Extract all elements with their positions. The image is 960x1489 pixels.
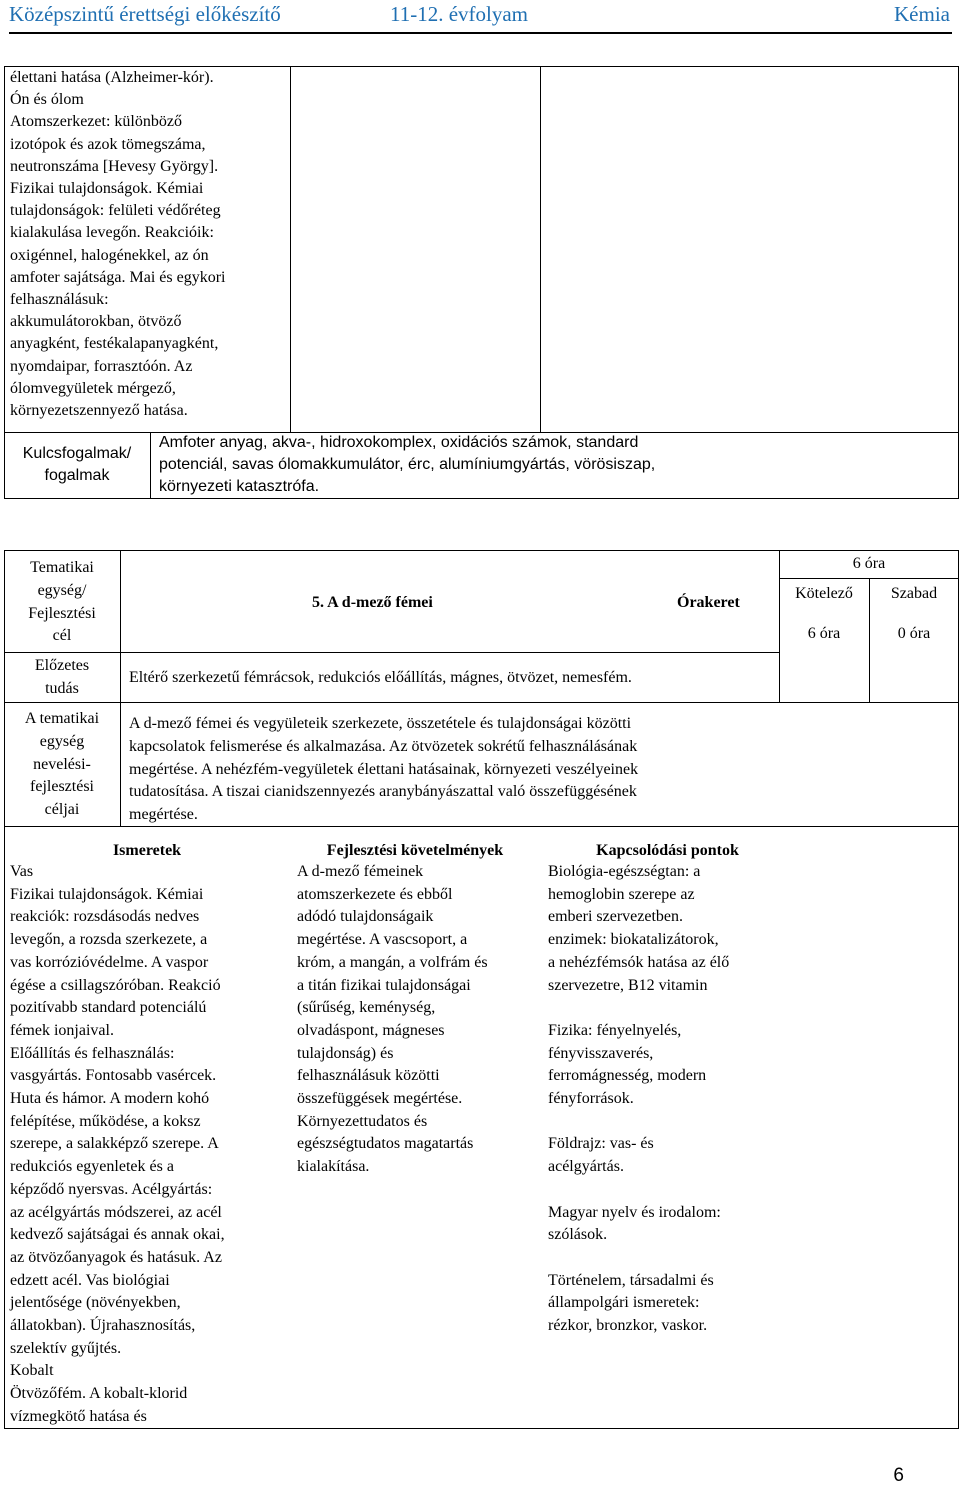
ismeretek-line: vasgyártás. Fontosabb vasércek. bbox=[10, 1067, 217, 1085]
continued-line: akkumulátorokban, ötvöző bbox=[10, 313, 182, 331]
kovetelmeny-line: egészségtudatos magatartás bbox=[297, 1135, 474, 1153]
kapcsolodas-line: ferromágnesség, modern bbox=[548, 1067, 707, 1085]
fejlesztesi-kovetelmenyek-header: Fejlesztési követelmények bbox=[326, 842, 504, 859]
kapcsolodas-line: enzimek: biokatalizátorok, bbox=[548, 931, 719, 949]
ismeretek-line: felépítése, működése, a koksz bbox=[10, 1112, 201, 1130]
celjai-line: egység bbox=[39, 732, 85, 750]
kapcsolodas-line: szervezetre, B12 vitamin bbox=[548, 976, 708, 994]
kapcsolodas-line: a nehézfémsók hatása az élő bbox=[548, 953, 730, 971]
ismeretek-line: égése a csillagszóróban. Reakció bbox=[10, 976, 221, 994]
elozetes-tudas-label bbox=[4, 655, 120, 701]
ismeretek-header: Ismeretek bbox=[112, 842, 182, 859]
continued-line: környezetszennyező hatása. bbox=[10, 402, 188, 420]
kapcsolodas-line: szólások. bbox=[548, 1226, 608, 1244]
kovetelmeny-line: króm, a mangán, a volfrám és bbox=[297, 953, 488, 971]
unit-table-border-top bbox=[4, 550, 959, 551]
continued-line: izotópok és azok tömegszáma, bbox=[10, 135, 206, 153]
ismeretek-line: reakciók: rozsdásodás nedves bbox=[10, 908, 200, 926]
tematikai-line: Fejlesztési bbox=[28, 604, 96, 622]
celjai-text-line: A d-mező fémei és vegyületeik szerkezete, összetétele és tulajdonságai közötti bbox=[129, 715, 632, 732]
celjai-line: nevelési- bbox=[33, 755, 91, 773]
ismeretek-line: Huta és hámor. A modern kohó bbox=[10, 1090, 210, 1108]
kovetelmeny-line: olvadáspont, mágneses bbox=[297, 1021, 445, 1039]
continued-line: felhasználásuk: bbox=[10, 291, 109, 309]
elozetes-line: Előzetes bbox=[34, 657, 90, 674]
celjai-line: céljai bbox=[44, 801, 80, 819]
kapcsolodas-line: hemoglobin szerepe az bbox=[548, 885, 695, 903]
tematikai-line: Tematikai bbox=[30, 559, 94, 576]
kapcsolodas-line: rézkor, bronzkor, vaskor. bbox=[548, 1317, 708, 1335]
unit-table-label-divider bbox=[120, 550, 121, 826]
ismeretek-line: redukciós egyenletek és a bbox=[10, 1158, 174, 1176]
elozetes-line: tudás bbox=[45, 679, 79, 697]
kapcsolodas-line: Magyar nyelv és irodalom: bbox=[548, 1203, 721, 1221]
ismeretek-line: vas korrózióvédelme. A vaspor bbox=[10, 953, 209, 971]
celjai-label bbox=[4, 708, 120, 822]
continued-line: Fizikai tulajdonságok. Kémiai bbox=[10, 180, 204, 198]
orakeret-label: Órakeret bbox=[677, 594, 740, 611]
continued-line: ólomvegyületek mérgező, bbox=[10, 379, 176, 397]
kovetelmeny-line: adódó tulajdonságaik bbox=[297, 908, 434, 926]
ismeretek-line: az acélgyártás módszerei, az acél bbox=[10, 1203, 222, 1221]
page-header bbox=[9, 0, 952, 34]
top-table-border-left bbox=[4, 66, 5, 499]
szabad-label: Szabad bbox=[890, 585, 938, 602]
continued-line: Atomszerkezet: különböző bbox=[10, 113, 182, 131]
ismeretek-line: jelentősége (növényekben, bbox=[10, 1294, 181, 1312]
kovetelmeny-line: felhasználásuk közötti bbox=[297, 1067, 440, 1085]
ismeretek-line: fémek ionjaival. bbox=[10, 1021, 114, 1039]
ismeretek-line: Vas bbox=[10, 863, 34, 880]
ismeretek-line: edzett acél. Vas biológiai bbox=[10, 1271, 170, 1289]
header-grade: 11-12. évfolyam bbox=[390, 2, 529, 26]
kovetelmeny-line: összefüggések megértése. bbox=[297, 1090, 463, 1108]
header-subject: Kémia bbox=[894, 2, 950, 26]
kovetelmeny-line: a titán fizikai tulajdonságai bbox=[297, 976, 471, 994]
celjai-line: fejlesztési bbox=[30, 778, 94, 796]
kulcsfogalmak-label-line1: Kulcsfogalmak/ bbox=[22, 445, 132, 462]
ismeretek-line: szerepe, a salakképző szerepe. A bbox=[10, 1135, 219, 1153]
unit-title: 5. A d-mező fémei bbox=[312, 594, 433, 611]
tematikai-line: egység/ bbox=[37, 581, 87, 599]
kulcs-line: Amfoter anyag, akva-, hidroxokomplex, oxidációs számok, standard bbox=[159, 434, 639, 451]
ismeretek-column bbox=[10, 861, 288, 1429]
kovetelmeny-line: kialakítása. bbox=[297, 1158, 370, 1176]
kotelezo-label: Kötelező bbox=[795, 585, 853, 602]
celjai-text-line: tudatosítása. A tiszai cianidszennyezés aranybányászattal való összefüggésének bbox=[129, 783, 637, 801]
top-table-divider-1 bbox=[290, 66, 291, 432]
kulcs-line: környezeti katasztrófa. bbox=[159, 478, 320, 496]
ismeretek-line: vízmegkötő hatása és bbox=[10, 1407, 147, 1425]
ismeretek-line: levegőn, a rozsda szerkezete, a bbox=[10, 931, 208, 949]
ismeretek-line: kedvező sajátságai és annak okai, bbox=[10, 1226, 225, 1244]
celjai-line: A tematikai bbox=[24, 710, 100, 727]
kulcsfogalmak-text bbox=[159, 432, 955, 499]
unit-table-row-1-line bbox=[4, 652, 779, 653]
kulcsfogalmak-label bbox=[4, 443, 150, 487]
continued-line: amfoter sajátsága. Mai és egykori bbox=[10, 268, 226, 286]
szabad-hours: 0 óra bbox=[897, 625, 931, 642]
ismeretek-line: állatokban). Újrahasznosítás, bbox=[10, 1317, 196, 1335]
ismeretek-line: Előállítás és felhasználás: bbox=[10, 1044, 175, 1062]
celjai-text-line: kapcsolatok felismerése és alkalmazása. Az ötvözetek sokrétű felhasználásának bbox=[129, 737, 638, 755]
header-left-title: Középszintű érettségi előkészítő bbox=[9, 2, 281, 26]
kovetelmeny-line: A d-mező fémeinek bbox=[297, 863, 424, 880]
kovetelmeny-line: (sűrűség, keménység, bbox=[297, 999, 436, 1017]
continued-line: neutronszáma [Hevesy György]. bbox=[10, 157, 219, 175]
elozetes-tudas-text: Eltérő szerkezetű fémrácsok, redukciós előállítás, mágnes, ötvözet, nemesfém. bbox=[129, 669, 632, 686]
kapcsolodas-line bbox=[548, 1247, 953, 1270]
kotelezo-hours: 6 óra bbox=[807, 625, 841, 642]
continued-line: oxigénnel, halogénekkel, az ón bbox=[10, 246, 209, 264]
kulcs-divider bbox=[150, 432, 151, 499]
page-number: 6 bbox=[893, 1465, 904, 1486]
kapcsolodas-line: acélgyártás. bbox=[548, 1158, 624, 1176]
kapcsolodas-line bbox=[548, 997, 953, 1020]
tematikai-line: cél bbox=[52, 627, 72, 645]
hours-total: 6 óra bbox=[852, 555, 886, 572]
kapcsolodas-line: Földrajz: vas- és bbox=[548, 1135, 654, 1153]
kapcsolodas-line bbox=[548, 1179, 953, 1202]
continued-line: nyomdaipar, forrasztóón. Az bbox=[10, 357, 193, 375]
continued-line: Ón és ólom bbox=[10, 91, 84, 109]
continued-line: tulajdonságok: felületi védőréteg bbox=[10, 202, 221, 220]
continued-content bbox=[10, 67, 288, 422]
ismeretek-line: Fizikai tulajdonságok. Kémiai bbox=[10, 885, 204, 903]
fejlesztesi-kovetelmenyek-column bbox=[297, 861, 538, 1179]
kulcs-line: potenciál, savas ólomakkumulátor, érc, alumíniumgyártás, vörösiszap, bbox=[159, 456, 656, 474]
top-table-divider-2 bbox=[540, 66, 541, 432]
unit-table-row-2-line bbox=[4, 702, 959, 703]
ismeretek-line: pozitívabb standard potenciálú bbox=[10, 999, 207, 1017]
kapcsolodasi-pontok-header: Kapcsolódási pontok bbox=[596, 842, 739, 859]
kapcsolodas-line: fényvisszaverés, bbox=[548, 1044, 654, 1062]
ismeretek-line: képződő nyersvas. Acélgyártás: bbox=[10, 1180, 213, 1198]
continued-line: anyagként, festékalapanyagként, bbox=[10, 335, 219, 353]
ismeretek-line: Ötvözőfém. A kobalt-klorid bbox=[10, 1385, 188, 1403]
kovetelmeny-line: megértése. A vascsoport, a bbox=[297, 931, 468, 949]
top-table-border-right bbox=[958, 66, 959, 499]
continued-line: élettani hatása (Alzheimer-kór). bbox=[10, 69, 214, 86]
kapcsolodasi-pontok-column bbox=[548, 861, 953, 1338]
ismeretek-line: szelektív gyűjtés. bbox=[10, 1339, 122, 1357]
kovetelmeny-line: tulajdonság) és bbox=[297, 1044, 394, 1062]
kapcsolodas-line bbox=[548, 1111, 953, 1134]
ismeretek-line: az ötvözőanyagok és hatásuk. Az bbox=[10, 1248, 222, 1266]
celjai-text-line: megértése. A nehézfém-vegyületek élettani hatásainak, környezeti veszélyeinek bbox=[129, 760, 639, 778]
kovetelmeny-line: Környezettudatos és bbox=[297, 1112, 428, 1130]
kapcsolodas-line: Biológia-egészségtan: a bbox=[548, 863, 701, 880]
kulcsfogalmak-label-line2: fogalmak bbox=[44, 467, 110, 485]
hours-subrow-line bbox=[779, 578, 959, 579]
kapcsolodas-line: Fizika: fényelnyelés, bbox=[548, 1021, 682, 1039]
kapcsolodas-line: fényforrások. bbox=[548, 1090, 634, 1108]
kapcsolodas-line: emberi szervezetben. bbox=[548, 908, 684, 926]
ismeretek-line: Kobalt bbox=[10, 1362, 54, 1380]
tematikai-label bbox=[4, 557, 120, 648]
celjai-text-line: megértése. bbox=[129, 806, 198, 824]
kovetelmeny-line: atomszerkezete és ebből bbox=[297, 885, 453, 903]
kapcsolodas-line: Történelem, társadalmi és bbox=[548, 1271, 714, 1289]
celjai-text bbox=[129, 713, 955, 827]
content-table-border-right bbox=[958, 826, 959, 1429]
kapcsolodas-line: állampolgári ismeretek: bbox=[548, 1294, 700, 1312]
continued-line: kialakulása levegőn. Reakcióik: bbox=[10, 224, 214, 242]
content-table-border-left bbox=[4, 826, 5, 1429]
